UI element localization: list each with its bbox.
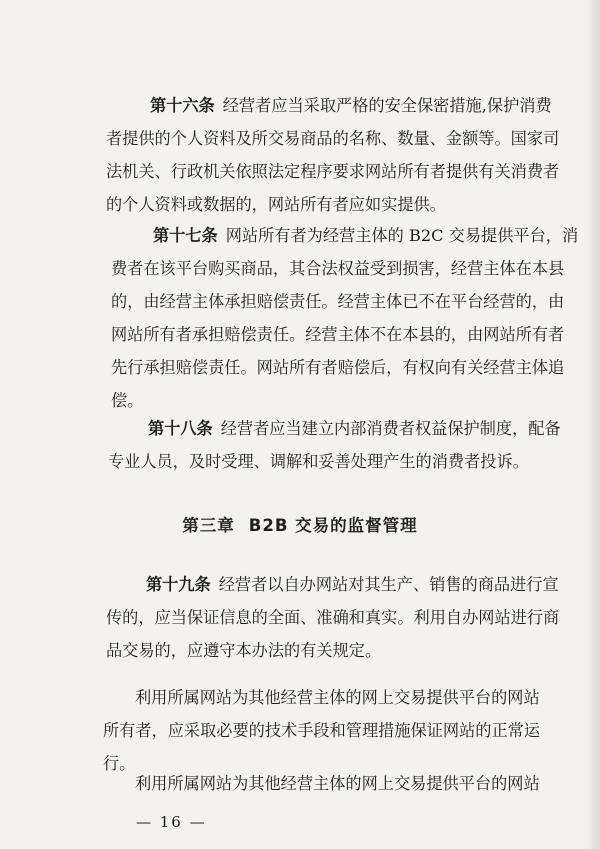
article-18-line-1: 经营者应当建立内部消费者权益保护制度，配备: [220, 419, 561, 438]
article-16-number: 第十六条: [150, 96, 215, 115]
page-number: — 16 —: [136, 813, 207, 831]
document-page: 第十六条 经营者应当采取严格的安全保密措施,保护消费 者提供的个人资料及所交易商品的名称、数量、金额等。国家司 法机关、行政机关依照法定程序要求网站所有者提供有关消费者 的个人资料或数据的，网站所有者应如实提供。 第十七条 网站所有者为经营主体的 B2C 交易提供平台，消 费者在该平台购买商品，其合法权益受到损害，经营主体在本县 的，由经营主体承担赔偿责任。经营主体已不在平台经营的，由 网站所有者承担赔偿责任。经营主体不在本县的，由网站所有者 先行承担赔偿责任。网站所有者赔偿后，有权向有关经营主体追 偿。 第十八条 经营者应当建立内部消费者权益保护制度，配备 专业人员，及时受理、调解和妥善处理产生的消费者投诉。 第三章 B2B 交易的监督管理 第十九条 经营者以自办网站对其生产、销售的商品进行宣 传的，应当保证信息的全面、准确和真实。利用自办网站进行商 品交易的，应遵守本办法的有关规定。 利用所属网站为其他经营主体的网上交易提供平台的网站 所有者，应采取必要的技术手段和管理措施保证网站的正常运 行。 利用所属网站为其他经营主体的网上交易提供平台的网站 — 16 —: [0, 0, 600, 849]
article-17-number: 第十七条: [153, 226, 218, 245]
article-19-line-1: 经营者以自办网站对其生产、销售的商品进行宣: [218, 575, 559, 594]
page-edge-shadow: [586, 0, 600, 849]
article-17-line-1: 网站所有者为经营主体的 B2C 交易提供平台，消: [225, 226, 579, 245]
chapter-heading: [0, 512, 600, 536]
article-18-number: 第十八条: [148, 419, 213, 438]
chapter-title: B2B 交易的监督管理: [248, 516, 418, 535]
article-16-line-1: 经营者应当采取严格的安全保密措施,保护消费: [222, 96, 552, 115]
article-19-number: 第十九条: [146, 575, 211, 594]
chapter-number: 第三章: [182, 516, 235, 535]
